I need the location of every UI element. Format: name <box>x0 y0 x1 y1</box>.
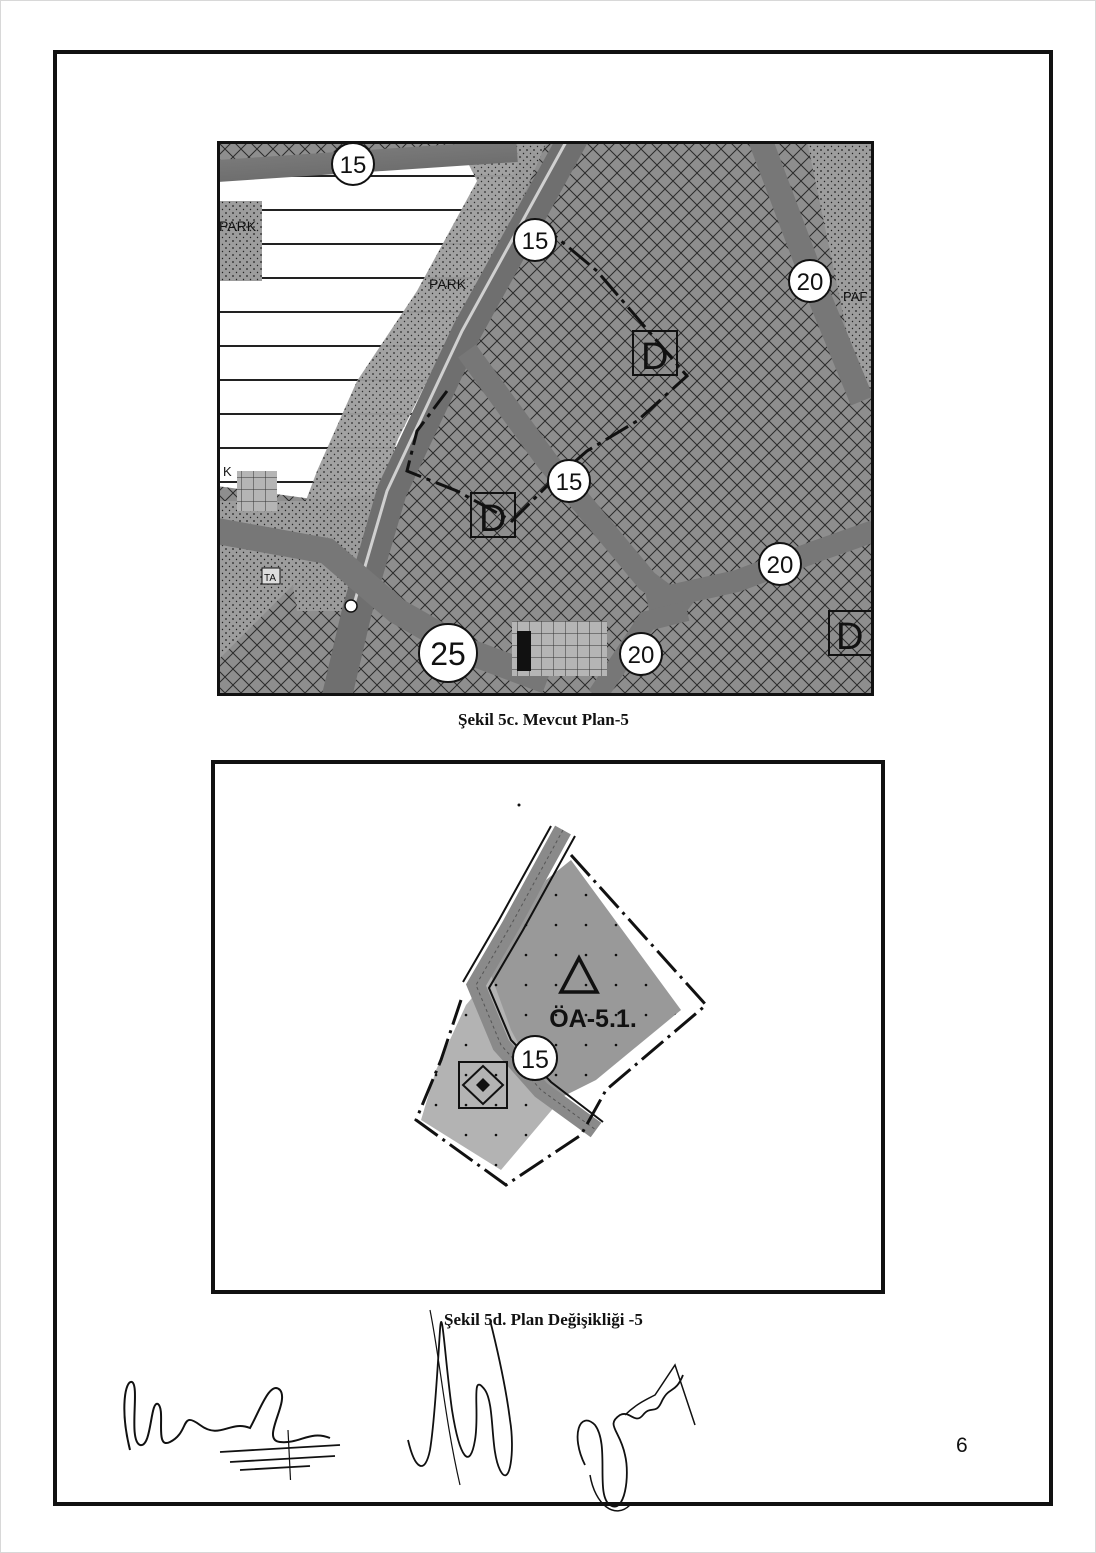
svg-text:15: 15 <box>339 152 367 179</box>
svg-text:15: 15 <box>521 1046 549 1074</box>
road-badge <box>419 624 477 682</box>
svg-text:20: 20 <box>766 552 794 579</box>
svg-text:20: 20 <box>796 269 824 296</box>
svg-text:15: 15 <box>521 228 549 255</box>
page-number: 6 <box>956 1434 968 1457</box>
figure-caption-5c: Şekil 5c. Mevcut Plan-5 <box>458 710 629 729</box>
svg-text:15: 15 <box>555 469 583 496</box>
svg-text:25: 25 <box>430 636 466 672</box>
road-badge <box>513 1036 557 1080</box>
existing-plan-map <box>217 141 874 696</box>
svg-text:20: 20 <box>627 642 655 669</box>
road-badge <box>332 143 374 185</box>
zone-label: K <box>223 464 232 479</box>
svg-text:D: D <box>479 498 507 540</box>
zone-label: PARK <box>429 276 467 292</box>
road-badge <box>620 633 662 675</box>
signature-3 <box>565 1355 705 1520</box>
svg-text:D: D <box>641 336 669 378</box>
road-badge <box>759 543 801 585</box>
zone-label: PAF <box>843 289 868 304</box>
road-badge <box>789 260 831 302</box>
figure-caption-5d: Şekil 5d. Plan Değişikliği -5 <box>444 1310 643 1329</box>
zone-label: PARK <box>219 218 257 234</box>
area-code-label: ÖA-5.1. <box>549 1005 637 1033</box>
road-badge <box>548 460 590 502</box>
plan-change-map <box>211 760 885 1295</box>
road-badge <box>514 219 556 261</box>
signature-2 <box>400 1300 530 1500</box>
svg-text:D: D <box>836 616 864 658</box>
zone-label: TA <box>264 573 277 584</box>
signature-1 <box>110 1370 350 1480</box>
